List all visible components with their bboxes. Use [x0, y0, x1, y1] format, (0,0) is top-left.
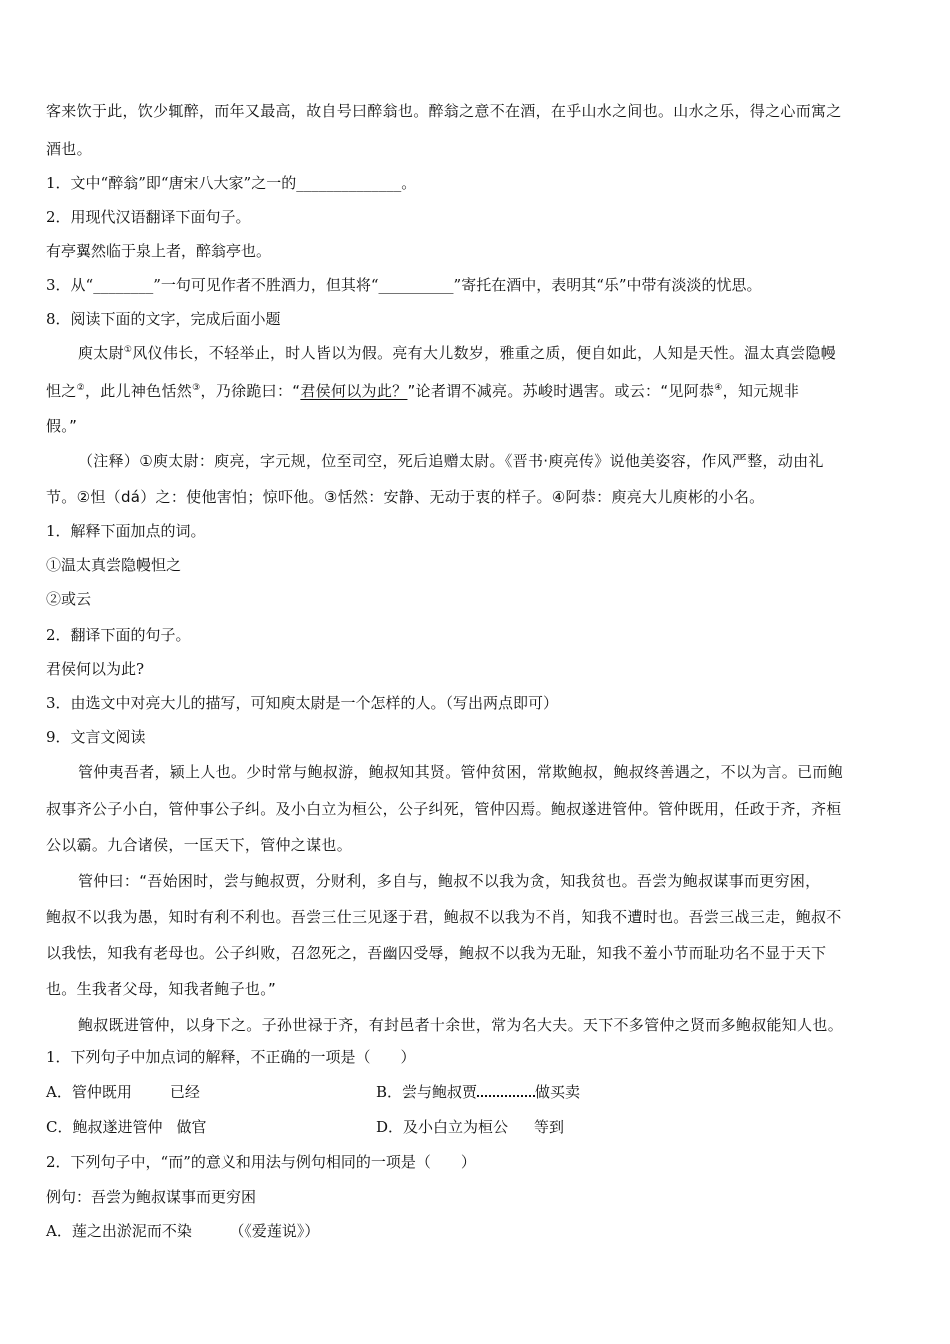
option-text: C．鲍叔遂进管仲 [46, 1118, 163, 1136]
q8-3: 3．由选文中对亮大儿的描写，可知庾太尉是一个怎样的人。（写出两点即可） [46, 694, 559, 712]
question-1: 1．文中“醉翁”即“唐宋八大家”之一的______________。 [46, 174, 417, 192]
footnote-mark: ④ [714, 383, 723, 393]
question-2-sentence: 有亭翼然临于泉上者，醉翁亭也。 [46, 242, 272, 260]
option-a [46, 1082, 200, 1102]
passage-9-line: 鲍叔不以我为愚，知时有利不利也。吾尝三仕三见逐于君，鲍叔不以我为不肖，知我不遭时也。吾尝三战三走，鲍叔不 [46, 908, 842, 926]
passage-8-line-3: 假。” [46, 417, 78, 435]
option-b [376, 1082, 580, 1102]
option-text: B．尝与鲍叔贾 [376, 1083, 478, 1101]
option-gloss: 已经 [169, 1083, 200, 1101]
section-9-title: 9．文言文阅读 [46, 728, 146, 746]
footnote-mark: ③ [192, 383, 201, 393]
text: ，知元规非 [722, 382, 800, 400]
passage-9-line: 管仲夷吾者，颍上人也。少时常与鲍叔游，鲍叔知其贤。管仲贫困，常欺鲍叔，鲍叔终善遇之，不以为言。已而鲍 [78, 763, 844, 781]
notes-8-line-1: （注释）①庾太尉：庾亮，字元规，位至司空，死后追赠太尉。《晋书·庾亮传》说他美姿容，作风严整，动由礼 [78, 452, 824, 470]
option-gloss: 做官 [176, 1118, 207, 1136]
text: ”论者谓不减亮。苏峻时遇害。或云：“见阿恭 [407, 382, 715, 400]
passage-9-line: 鲍叔既进管仲，以身下之。子孙世禄于齐，有封邑者十余世，常为名大夫。天下不多管仲之贤而多鲍叔能知人也。 [78, 1016, 844, 1034]
text: 风仪伟长，不轻举止，时人皆以为假。亮有大儿数岁，雅重之质，便自如此，人知是天性。温太真尝隐幔 [132, 344, 837, 362]
passage-8-line-1 [78, 343, 836, 363]
text: 怛之 [46, 382, 77, 400]
option-c [46, 1117, 207, 1137]
q8-1-a: ①温太真尝隐幔怛之 [46, 556, 182, 574]
option-gloss: 等到 [534, 1118, 565, 1136]
option-gloss: 做买卖 [535, 1083, 581, 1101]
notes-8-line-2: 节。②怛（dá）之：使他害怕；惊吓他。③恬然：安静、无动于衷的样子。④阿恭：庾亮大儿庾彬的小名。 [46, 488, 765, 506]
question-3: 3．从“________”一句可见作者不胜酒力，但其将“__________”寄托在酒中，表明其“乐”中带有淡淡的忧思。 [46, 276, 762, 294]
passage-9-line: 管仲曰：“吾始困时，尝与鲍叔贾，分财利，多自与，鲍叔不以我为贪，知我贫也。吾尝为鲍叔谋事而更穷困， [78, 872, 821, 890]
passage-9-line: 公以霸。九合诸侯，一匡天下，管仲之谋也。 [46, 836, 353, 854]
q9-1: 1．下列句子中加点词的解释，不正确的一项是（ ） [46, 1048, 416, 1066]
underlined-sentence: 君侯何以为此？ [300, 382, 408, 400]
q9-2: 2．下列句子中，“而”的意义和用法与例句相同的一项是（ ） [46, 1153, 476, 1171]
q8-2: 2．翻译下面的句子。 [46, 626, 191, 644]
passage-9-line: 叔事齐公子小白，管仲事公子纠。及小白立为桓公，公子纠死，管仲囚焉。鲍叔遂进管仲。管仲既用，任政于齐，齐桓 [46, 800, 842, 818]
q9-2-option-a: A．莲之出淤泥而不染 （《爱莲说》） [46, 1222, 320, 1240]
text: ，此儿神色恬然 [84, 382, 193, 400]
passage-9-line: 以我怯，知我有老母也。公子纠败，召忽死之，吾幽囚受辱，鲍叔不以我为无耻，知我不羞小节而耻功名不显于天下 [46, 944, 827, 962]
passage-line: 酒也。 [46, 140, 92, 158]
q8-1: 1．解释下面加点的词。 [46, 522, 206, 540]
option-text: D．及小白立为桓公 [376, 1118, 509, 1136]
passage-8-line-2 [46, 381, 799, 401]
passage-9-line: 也。生我者父母，知我者鲍子也。” [46, 980, 277, 998]
text: ，乃徐跪曰：“ [200, 382, 301, 400]
q8-2-sentence: 君侯何以为此? [46, 660, 145, 678]
text: 庾太尉 [78, 344, 124, 362]
option-d [376, 1117, 564, 1137]
passage-line: 客来饮于此，饮少辄醉，而年又最高，故自号曰醉翁也。醉翁之意不在酒，在乎山水之间也。山水之乐，得之心而寓之 [46, 102, 842, 120]
option-text: A．管仲既用 [46, 1083, 132, 1101]
q9-2-example: 例句：吾尝为鲍叔谋事而更穷困 [46, 1188, 257, 1206]
footnote-mark: ① [123, 345, 133, 355]
q8-1-b: ②或云 [46, 590, 92, 608]
section-8-title: 8．阅读下面的文字，完成后面小题 [46, 310, 281, 328]
question-2: 2．用现代汉语翻译下面句子。 [46, 208, 251, 226]
footnote-mark: ② [76, 383, 85, 393]
